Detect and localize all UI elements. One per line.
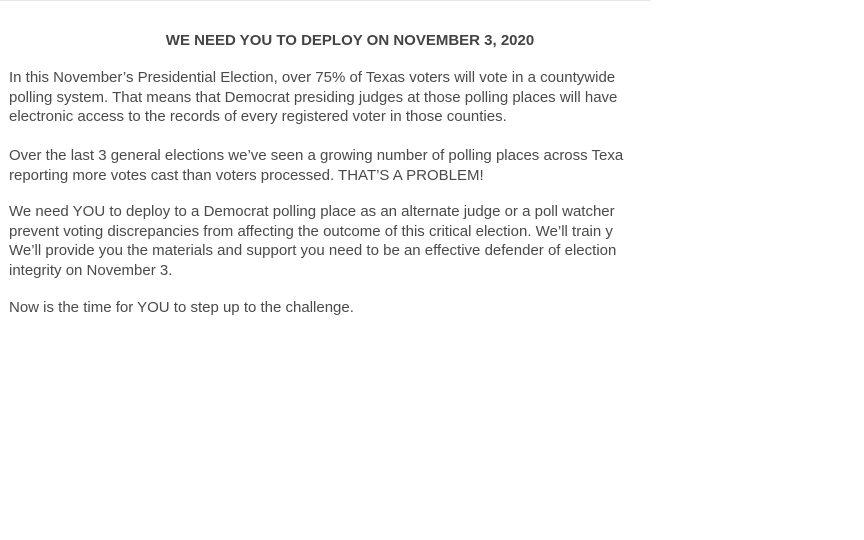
paragraph-line: electronic access to the records of every registered voter in those counties. (9, 108, 507, 125)
paragraph-line: We’ll provide you the materials and support you need to be an effective defender of election (9, 242, 617, 259)
paragraph-general-elections (9, 146, 623, 185)
paragraph-call-to-deploy (9, 202, 616, 280)
paragraph-closing (9, 298, 354, 318)
paragraph-line: prevent voting discrepancies from affecting the outcome of this critical election. We’ll train y (9, 222, 613, 240)
paragraph-line: reporting more votes cast than voters processed. THAT’S A PROBLEM! (9, 166, 484, 184)
paragraph-line: We need YOU to deploy to a Democrat polling place as an alternate judge or a poll watcher (9, 203, 615, 220)
document-heading: WE NEED YOU TO DEPLOY ON NOVEMBER 3, 2020 (165, 32, 535, 49)
document-content (9, 0, 650, 540)
paragraph-line: polling system. That means that Democrat presiding judges at those polling places will have (9, 88, 618, 106)
paragraph-countywide-voting (9, 68, 617, 127)
paragraph-line: In this November’s Presidential Election, over 75% of Texas voters will vote in a countywide (9, 69, 616, 86)
paragraph-line: Over the last 3 general elections we’ve seen a growing number of polling places across Texa (9, 147, 624, 164)
paragraph-line: Now is the time for YOU to step up to the challenge. (9, 299, 354, 316)
paragraph-line: integrity on November 3. (9, 261, 173, 279)
